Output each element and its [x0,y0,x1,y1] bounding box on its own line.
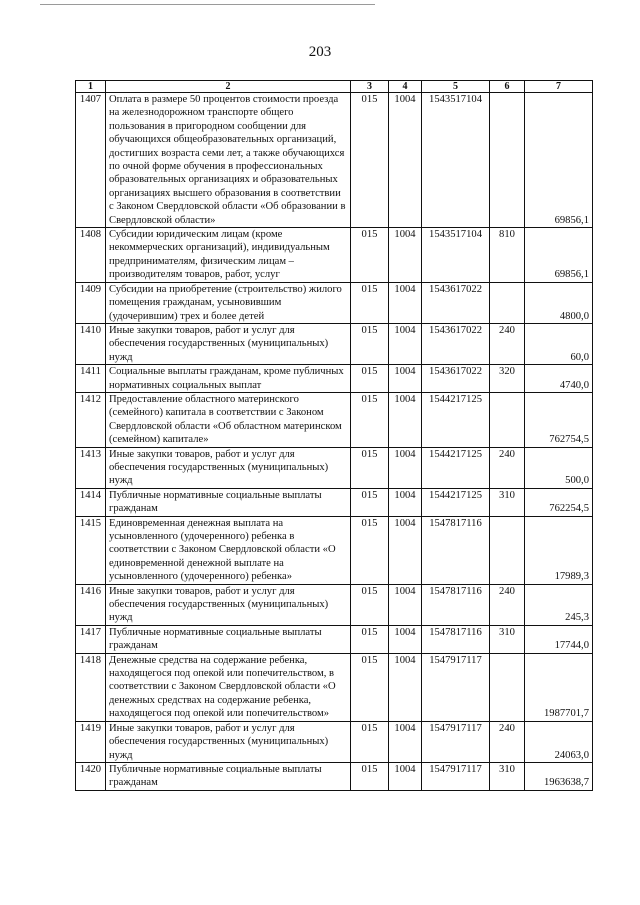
row-number: 1415 [76,516,106,584]
row-ministry-code: 015 [351,516,389,584]
row-expense-type: 240 [490,447,525,488]
table-row [76,282,593,323]
row-amount: 69856,1 [525,228,593,283]
row-number: 1420 [76,762,106,790]
table-row [76,516,593,584]
row-ministry-code: 015 [351,584,389,625]
header-col-7: 7 [525,81,593,93]
row-target-article: 1543617022 [422,323,490,364]
header-col-3: 3 [351,81,389,93]
row-expense-type: 240 [490,584,525,625]
row-section-code: 1004 [389,282,422,323]
header-col-2: 2 [106,81,351,93]
row-amount: 1987701,7 [525,653,593,721]
row-number: 1419 [76,721,106,762]
top-rule [40,4,375,5]
row-ministry-code: 015 [351,447,389,488]
table-row [76,625,593,653]
row-section-code: 1004 [389,93,422,228]
row-target-article: 1543517104 [422,228,490,283]
row-section-code: 1004 [389,516,422,584]
row-target-article: 1547917117 [422,721,490,762]
row-description: Субсидии на приобретение (строительство) жилого помещения гражданам, усыновившим (удочерившим) трех и более детей [106,282,351,323]
table-header-row [76,81,593,93]
row-description: Публичные нормативные социальные выплаты гражданам [106,488,351,516]
row-amount: 245,3 [525,584,593,625]
table-row [76,762,593,790]
row-number: 1408 [76,228,106,283]
table-row [76,721,593,762]
table-row [76,447,593,488]
table-row [76,488,593,516]
row-target-article: 1547817116 [422,625,490,653]
row-number: 1418 [76,653,106,721]
row-expense-type: 240 [490,721,525,762]
row-amount: 24063,0 [525,721,593,762]
row-section-code: 1004 [389,762,422,790]
row-description: Публичные нормативные социальные выплаты гражданам [106,762,351,790]
row-ministry-code: 015 [351,653,389,721]
row-section-code: 1004 [389,392,422,447]
row-number: 1407 [76,93,106,228]
header-col-1: 1 [76,81,106,93]
row-description: Иные закупки товаров, работ и услуг для обеспечения государственных (муниципальных) нужд [106,447,351,488]
row-number: 1417 [76,625,106,653]
row-amount: 17744,0 [525,625,593,653]
row-expense-type [490,516,525,584]
row-description: Социальные выплаты гражданам, кроме публичных нормативных социальных выплат [106,365,351,393]
row-number: 1416 [76,584,106,625]
row-target-article: 1543617022 [422,365,490,393]
budget-table [75,80,593,791]
row-description: Иные закупки товаров, работ и услуг для обеспечения государственных (муниципальных) нужд [106,721,351,762]
row-number: 1409 [76,282,106,323]
row-expense-type: 320 [490,365,525,393]
row-expense-type [490,392,525,447]
row-section-code: 1004 [389,228,422,283]
row-expense-type: 810 [490,228,525,283]
row-amount: 762254,5 [525,488,593,516]
row-section-code: 1004 [389,365,422,393]
row-description: Иные закупки товаров, работ и услуг для обеспечения государственных (муниципальных) нужд [106,584,351,625]
row-description: Предоставление областного материнского (семейного) капитала в соответствии с Законом Свердловской области «Об областном материнском (семейном) капитале» [106,392,351,447]
row-amount: 69856,1 [525,93,593,228]
row-description: Единовременная денежная выплата на усыновленного (удочеренного) ребенка в соответствии с Законом Свердловской области «О единовременной денежной выплате на усыновленного (удочеренного) ребенка» [106,516,351,584]
row-expense-type: 310 [490,488,525,516]
row-expense-type [490,653,525,721]
row-number: 1413 [76,447,106,488]
row-target-article: 1544217125 [422,488,490,516]
table-row [76,228,593,283]
page-number: 203 [308,44,332,60]
header-col-6: 6 [490,81,525,93]
row-section-code: 1004 [389,447,422,488]
row-target-article: 1543517104 [422,93,490,228]
row-expense-type: 240 [490,323,525,364]
table-row [76,365,593,393]
row-amount: 4800,0 [525,282,593,323]
row-ministry-code: 015 [351,488,389,516]
row-number: 1412 [76,392,106,447]
row-number: 1414 [76,488,106,516]
header-col-4: 4 [389,81,422,93]
row-amount: 4740,0 [525,365,593,393]
table-row [76,653,593,721]
row-section-code: 1004 [389,653,422,721]
table-row [76,584,593,625]
table-row [76,323,593,364]
row-amount: 500,0 [525,447,593,488]
row-amount: 17989,3 [525,516,593,584]
row-section-code: 1004 [389,721,422,762]
row-expense-type [490,93,525,228]
row-target-article: 1543617022 [422,282,490,323]
row-amount: 762754,5 [525,392,593,447]
row-expense-type [490,282,525,323]
row-target-article: 1544217125 [422,392,490,447]
row-target-article: 1547817116 [422,584,490,625]
row-description: Денежные средства на содержание ребенка, находящегося под опекой или попечительством, в соответствии с Законом Свердловской области «О денежных средствах на содержание ребенка, находящегося под опекой или попечительством» [106,653,351,721]
table-row [76,93,593,228]
row-description: Оплата в размере 50 процентов стоимости проезда на железнодорожном транспорте общего пользования в пригородном сообщении для обучающихся общеобразовательных организаций, достигших возраста семи лет, а также обучающихся по очной форме обучения в профессиональных образовательных организациях и образовательных организациях высшего образования в соответствии с Законом Свердловской области «Об образовании в Свердловской области» [106,93,351,228]
row-expense-type: 310 [490,762,525,790]
row-number: 1410 [76,323,106,364]
row-description: Публичные нормативные социальные выплаты гражданам [106,625,351,653]
row-ministry-code: 015 [351,392,389,447]
row-section-code: 1004 [389,488,422,516]
row-target-article: 1547917117 [422,653,490,721]
row-ministry-code: 015 [351,93,389,228]
row-ministry-code: 015 [351,762,389,790]
row-expense-type: 310 [490,625,525,653]
row-ministry-code: 015 [351,625,389,653]
row-ministry-code: 015 [351,721,389,762]
row-section-code: 1004 [389,323,422,364]
row-amount: 1963638,7 [525,762,593,790]
row-ministry-code: 015 [351,365,389,393]
row-description: Субсидии юридическим лицам (кроме некоммерческих организаций), индивидуальным предпринимателям, физическим лицам – производителям товаров, работ, услуг [106,228,351,283]
row-section-code: 1004 [389,584,422,625]
row-target-article: 1547917117 [422,762,490,790]
row-number: 1411 [76,365,106,393]
row-description: Иные закупки товаров, работ и услуг для обеспечения государственных (муниципальных) нужд [106,323,351,364]
header-col-5: 5 [422,81,490,93]
row-ministry-code: 015 [351,323,389,364]
row-target-article: 1547817116 [422,516,490,584]
row-section-code: 1004 [389,625,422,653]
table-row [76,392,593,447]
row-target-article: 1544217125 [422,447,490,488]
row-ministry-code: 015 [351,282,389,323]
row-amount: 60,0 [525,323,593,364]
row-ministry-code: 015 [351,228,389,283]
